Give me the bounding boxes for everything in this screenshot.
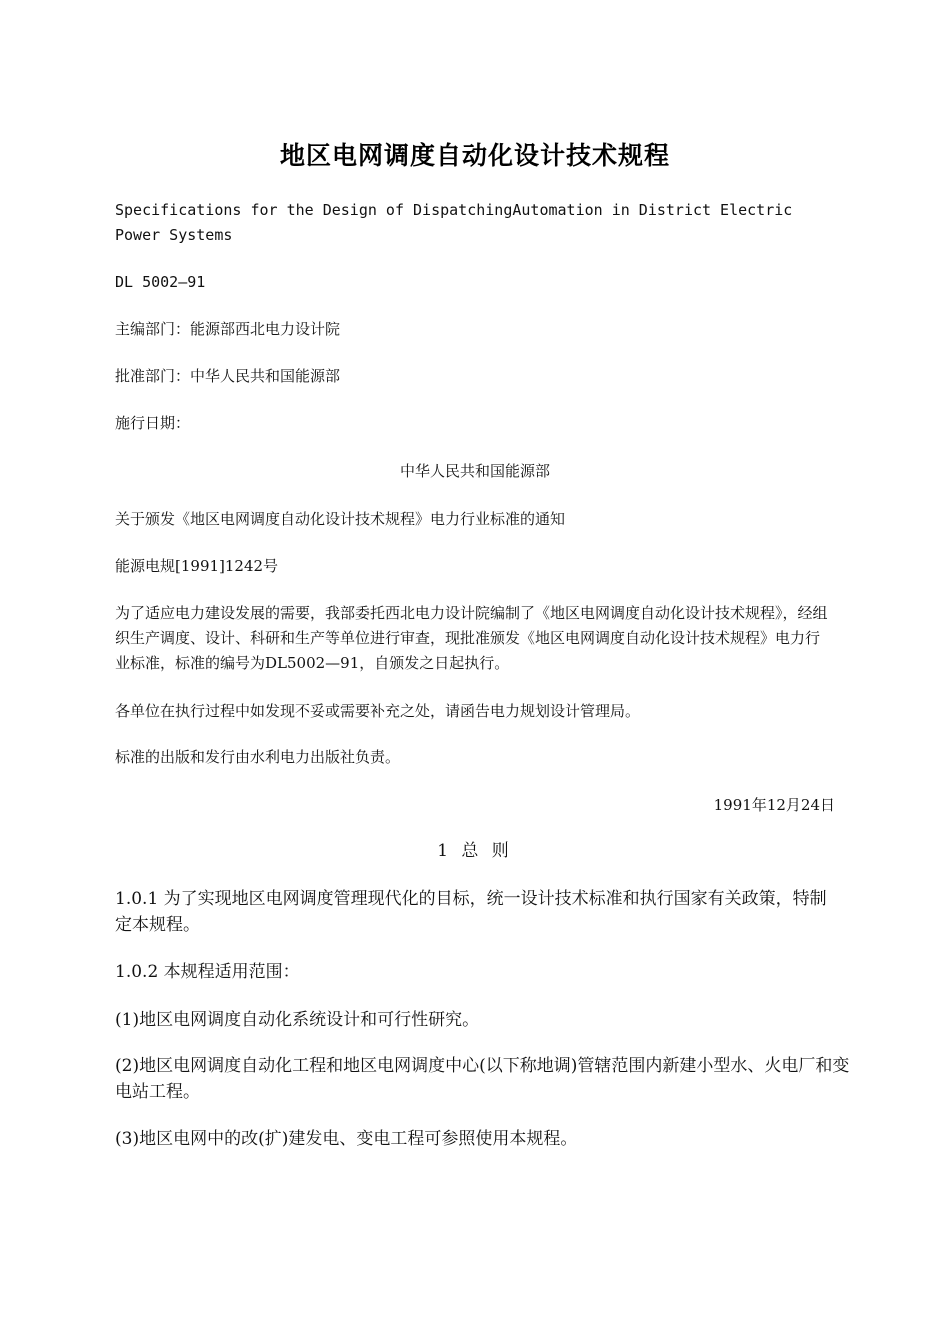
clause-1-0-2: 1.0.2 本规程适用范围： <box>115 962 300 982</box>
issuer-heading: 中华人民共和国能源部 <box>399 462 550 480</box>
english-title: Specifications for the Design of DispatchingAutomation in District Electric Power Systems <box>115 201 793 244</box>
standard-code: DL 5002—91 <box>115 273 206 291</box>
feedback-paragraph: 各单位在执行过程中如发现不妥或需要补充之处，请函告电力规划设计管理局。 <box>115 702 641 720</box>
scope-item-3: (3)地区电网中的改(扩)建发电、变电工程可参照使用本规程。 <box>115 1129 578 1149</box>
notice-date: 1991年12月24日 <box>713 796 835 814</box>
approval-department: 批准部门：中华人民共和国能源部 <box>115 367 341 385</box>
notice-title: 关于颁发《地区电网调度自动化设计技术规程》电力行业标准的通知 <box>115 510 566 528</box>
effective-date-label: 施行日期： <box>115 414 191 432</box>
scope-item-1: (1)地区电网调度自动化系统设计和可行性研究。 <box>115 1010 480 1030</box>
document-title: 地区电网调度自动化设计技术规程 <box>279 141 670 170</box>
chapter-heading: 1 总 则 <box>437 841 513 861</box>
scope-item-2: (2)地区电网调度自动化工程和地区电网调度中心(以下称地调)管辖范围内新建小型水、火电厂和变电站工程。 <box>115 1056 850 1102</box>
notice-number: 能源电规[1991]1242号 <box>115 557 279 575</box>
editor-department: 主编部门：能源部西北电力设计院 <box>115 320 341 338</box>
notice-body: 为了适应电力建设发展的需要，我部委托西北电力设计院编制了《地区电网调度自动化设计技术规程》，经组织生产调度、设计、科研和生产等单位进行审查，现批准颁发《地区电网调度自动化设计技术规程》电力行业标准，标准的编号为DL5002—91，自颁发之日起执行。 <box>115 604 828 672</box>
publisher-paragraph: 标准的出版和发行由水利电力出版社负责。 <box>115 748 401 766</box>
clause-1-0-1: 1.0.1 为了实现地区电网调度管理现代化的目标，统一设计技术标准和执行国家有关政策，特制定本规程。 <box>115 889 827 935</box>
